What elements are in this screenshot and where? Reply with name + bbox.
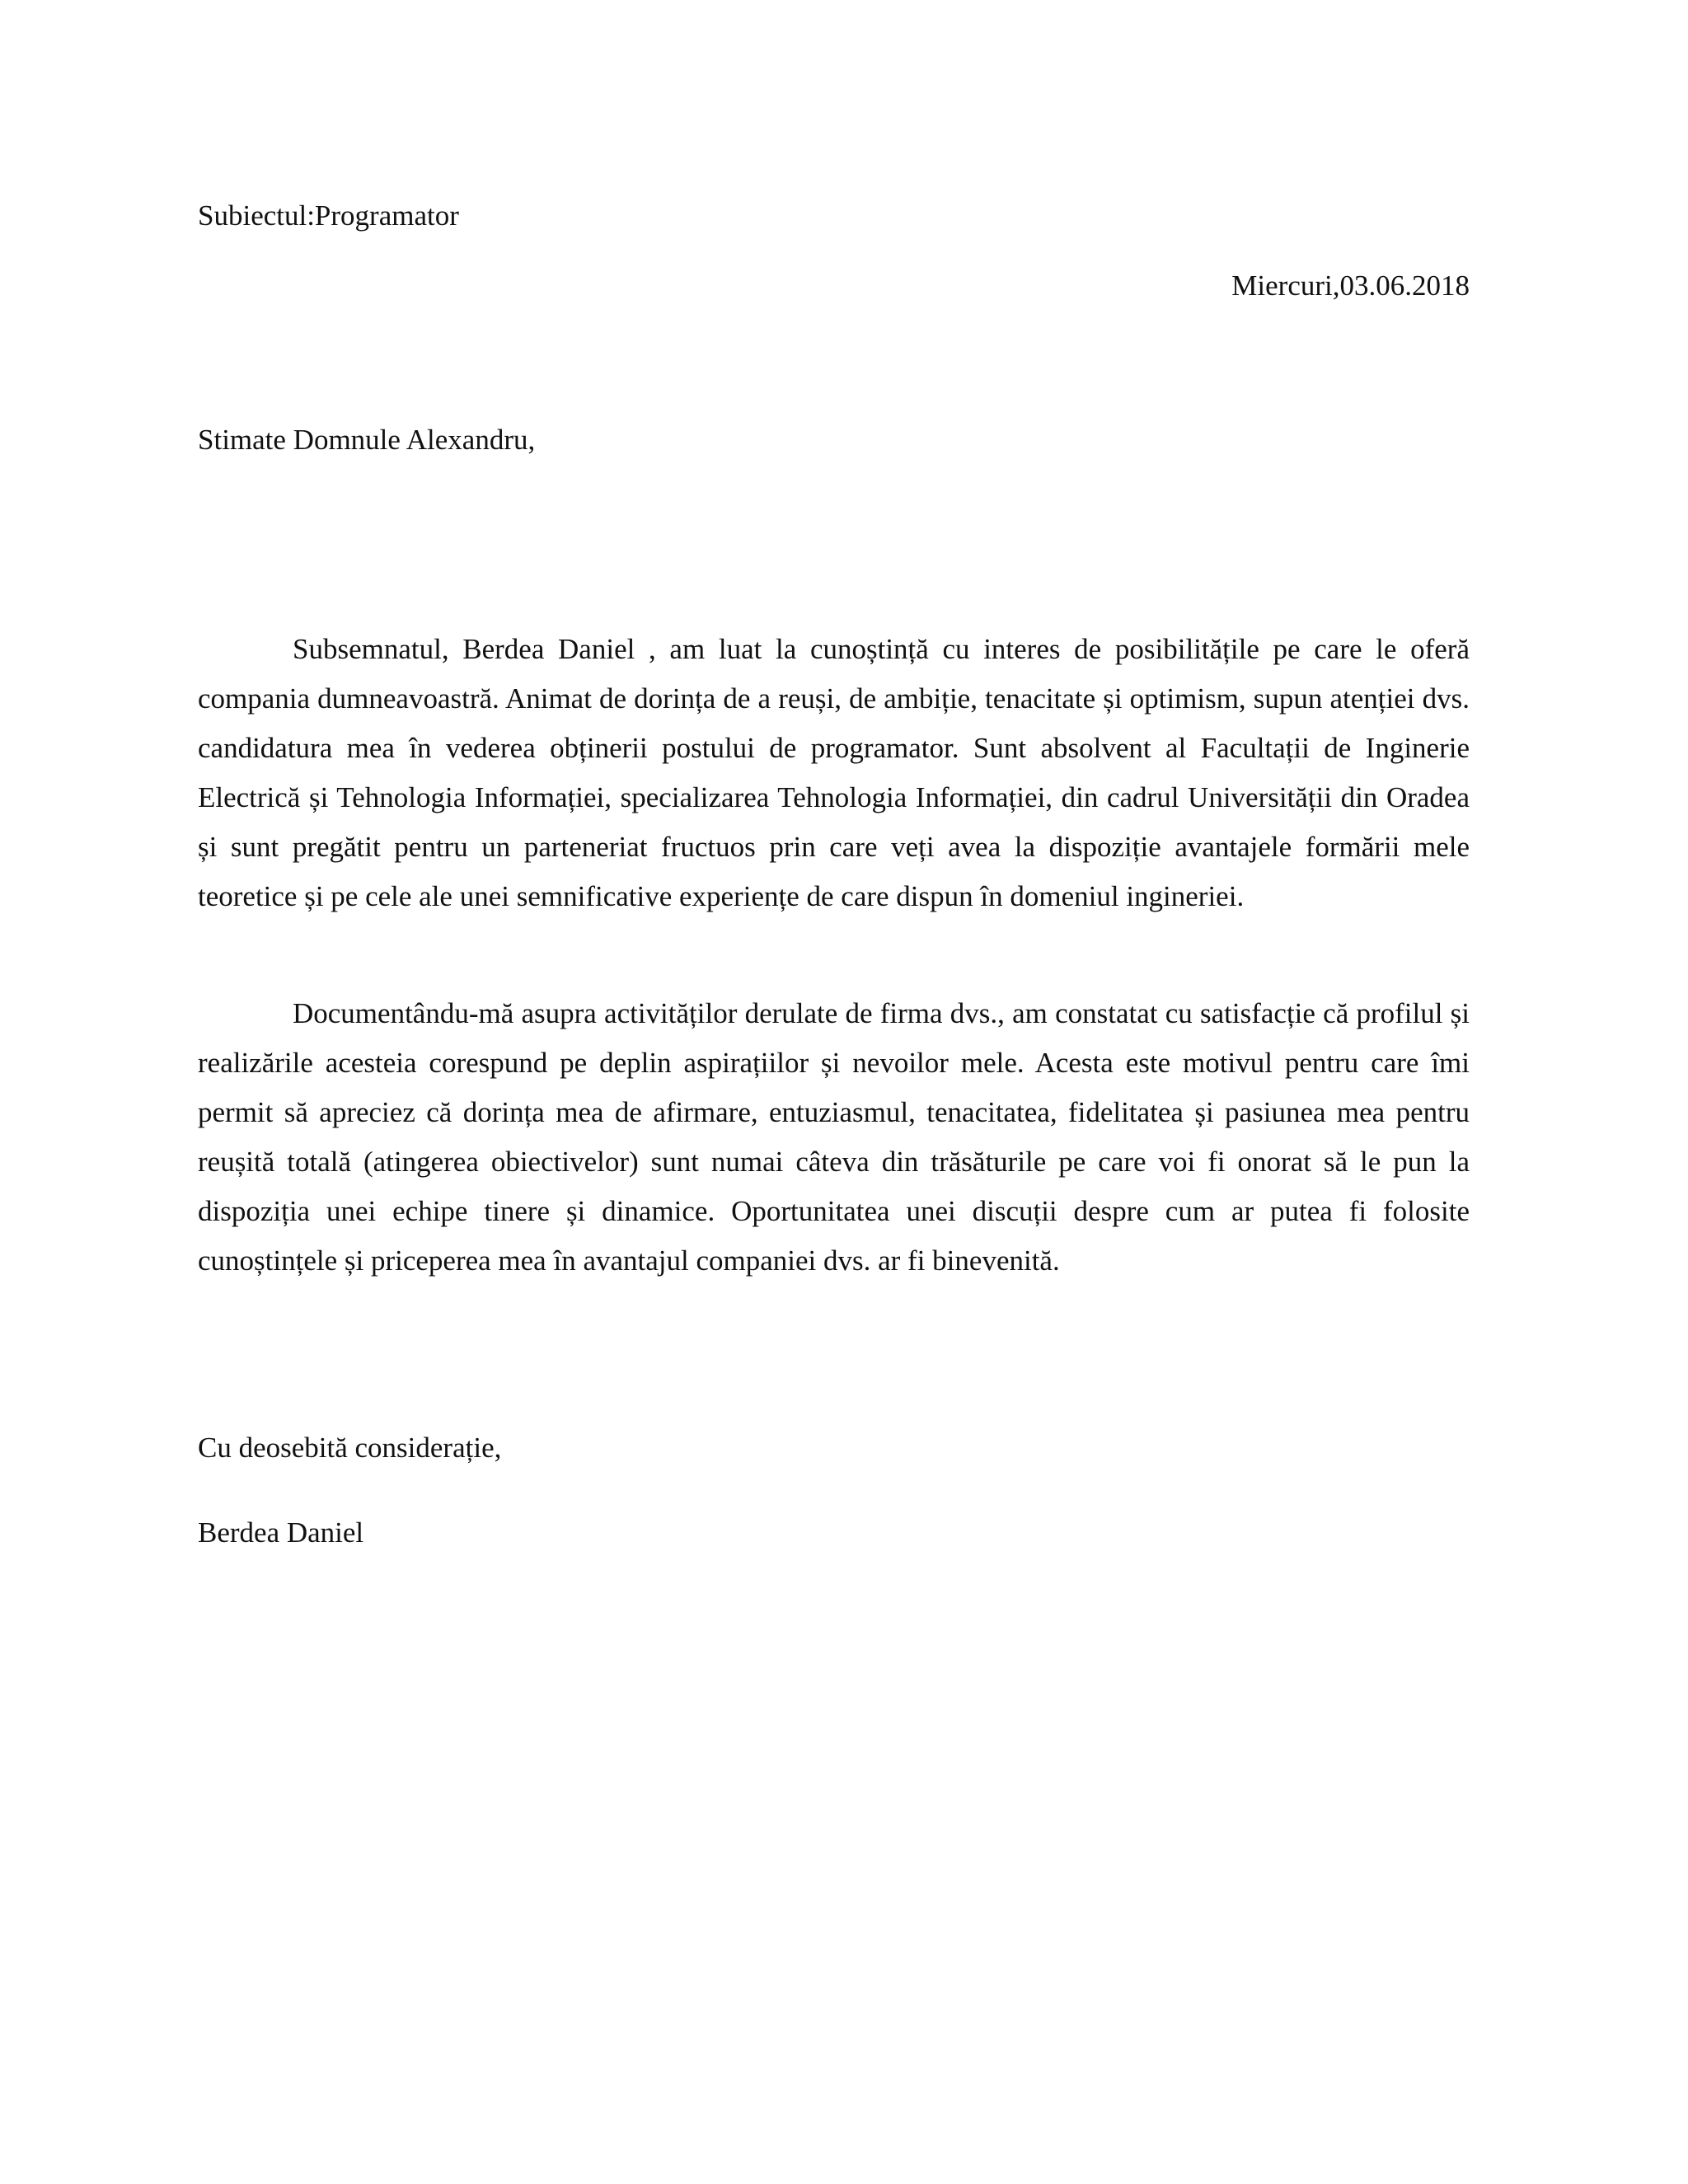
- closing-line: Cu deosebită considerație,: [198, 1432, 502, 1464]
- body-paragraph-1: Subsemnatul, Berdea Daniel , am luat la cunoștință cu interes de posibilitățile pe care le oferă compania dumneavoastră. Animat de dorința de a reuși, de ambiție, tenacitate și optimism, supun atenției dvs. candidatura mea în vederea obținerii postului de programator. Sunt absolvent al Facultații de Inginerie Electrică și Tehnologia Informației, specializarea Tehnologia Informației, din cadrul Universității din Oradea și sunt pregătit pentru un parteneriat fructuos prin care veți avea la dispoziție avantajele formării mele teoretice și pe cele ale unei semnificative experiențe de care dispun în domeniul ingineriei.: [198, 633, 1470, 912]
- letter-date: Miercuri,03.06.2018: [1231, 269, 1470, 302]
- salutation: Stimate Domnule Alexandru,: [198, 424, 536, 456]
- subject-line: Subiectul:Programator: [198, 199, 459, 232]
- body-paragraph-2: Documentându-mă asupra activităților derulate de firma dvs., am constatat cu satisfacție că profilul și realizările acesteia corespund pe deplin aspirațiilor și nevoilor mele. Acesta este motivul pentru care îmi permit să apreciez că dorința mea de afirmare, entuziasmul, tenacitatea, fidelitatea și pasiunea mea pentru reușită totală (atingerea obiectivelor) sunt numai câteva din trăsăturile pe care voi fi onorat să le pun la dispoziția unei echipe tinere și dinamice. Oportunitatea unei discuții despre cum ar putea fi folosite cunoștințele și priceperea mea în avantajul companiei dvs. ar fi binevenită.: [198, 997, 1470, 1277]
- signature-name: Berdea Daniel: [198, 1516, 364, 1549]
